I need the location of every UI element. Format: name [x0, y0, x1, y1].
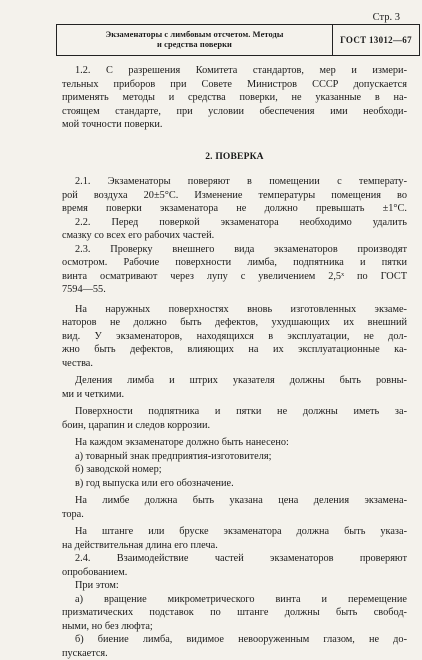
paragraph-division-value [62, 494, 407, 521]
text-line: призматических подставок по штанге должны быть свобод- [62, 606, 407, 620]
paragraph-2-2 [62, 216, 407, 243]
list-item: а) товарный знак предприятия-изготовителя; [62, 450, 407, 464]
text-line: осмотром. Рабочие поверхности лимба, подпятника и пятки [62, 256, 407, 270]
text-line: 2.3. Проверку внешнего вида экзаменаторов производят [62, 243, 407, 257]
paragraph-2-1 [62, 175, 407, 216]
text-line: 2.4. Взаимодействие частей экзаменаторов проверяют [62, 552, 407, 566]
text-line: При этом: [62, 579, 407, 593]
text-line: стоящем стандарте, при условии обеспечения ими необходи- [62, 105, 407, 119]
text-line: тора. [62, 508, 407, 522]
text-line: Деления лимба и штрих указателя должны быть ровны- [62, 374, 407, 388]
text-line: время поверки экзаменатора не должно превышать ±1°С. [62, 202, 407, 216]
text-line: винта осматривают через лупу с увеличением 2,5ˣ по ГОСТ [62, 270, 407, 284]
text-line: На каждом экзаменаторе должно быть нанесено: [62, 436, 407, 450]
text-line: применять методы и средства поверки, не указанные в на- [62, 91, 407, 105]
paragraph-2-4 [62, 552, 407, 579]
header-title-line1: Экзаменаторы с лимбовым отсчетом. Методы [105, 30, 283, 40]
header-title-line2: и средства поверки [157, 40, 232, 50]
text-line: мой точности поверки. [62, 118, 407, 132]
document-body [62, 64, 407, 660]
list-item: б) заводской номер; [62, 463, 407, 477]
text-line: рой воздуха 20±5°С. Изменение температуры помещения во [62, 189, 407, 203]
text-line: 1.2. С разрешения Комитета стандартов, мер и измери- [62, 64, 407, 78]
paragraph-limb-divisions [62, 374, 407, 401]
section-title: 2. ПОВЕРКА [62, 151, 407, 165]
text-line: 7594—55. [62, 283, 407, 297]
text-line: вид. У экзаменаторов, находящихся в эксплуатации, не дол- [62, 330, 407, 344]
text-line: наторов не должно быть дефектов, ухудшающих их внешний [62, 316, 407, 330]
paragraph-heel-surfaces [62, 405, 407, 432]
page-number: Стр. 3 [373, 12, 400, 23]
paragraph-surfaces [62, 303, 407, 371]
paragraph-markings [62, 436, 407, 490]
standard-number: ГОСТ 13012—67 [333, 25, 419, 55]
list-item: б) биение лимба, видимое невооруженным глазом, не до- [62, 633, 407, 647]
paragraph-conditions [62, 579, 407, 660]
text-line: жно быть дефектов, влияющих на их эксплуатационные ка- [62, 343, 407, 357]
text-line: ными, но без люфта; [62, 620, 407, 634]
list-item: в) год выпуска или его обозначение. [62, 477, 407, 491]
text-line: 2.2. Перед поверкой экзаменатора необходимо удалить [62, 216, 407, 230]
text-line: 2.1. Экзаменаторы поверяют в помещении с температу- [62, 175, 407, 189]
text-line: пускается. [62, 647, 407, 660]
text-line: тельных приборов при Совете Министров СССР допускается [62, 78, 407, 92]
header-title [57, 25, 333, 55]
text-line: смазку со всех его рабочих частей. [62, 229, 407, 243]
document-header [56, 24, 420, 56]
paragraph-arm-length [62, 525, 407, 552]
text-line: На лимбе должна быть указана цена деления экзамена- [62, 494, 407, 508]
text-line: ми и четкими. [62, 388, 407, 402]
list-item: а) вращение микрометрического винта и перемещение [62, 593, 407, 607]
text-line: боин, царапин и следов коррозии. [62, 419, 407, 433]
text-line: чества. [62, 357, 407, 371]
paragraph-1-2 [62, 64, 407, 132]
paragraph-2-3 [62, 243, 407, 297]
text-line: На наружных поверхностях вновь изготовленных экзаме- [62, 303, 407, 317]
text-line: на действительная длина его плеча. [62, 539, 407, 553]
text-line: опробованием. [62, 566, 407, 580]
text-line: На штанге или бруске экзаменатора должна быть указа- [62, 525, 407, 539]
text-line: Поверхности подпятника и пятки не должны иметь за- [62, 405, 407, 419]
